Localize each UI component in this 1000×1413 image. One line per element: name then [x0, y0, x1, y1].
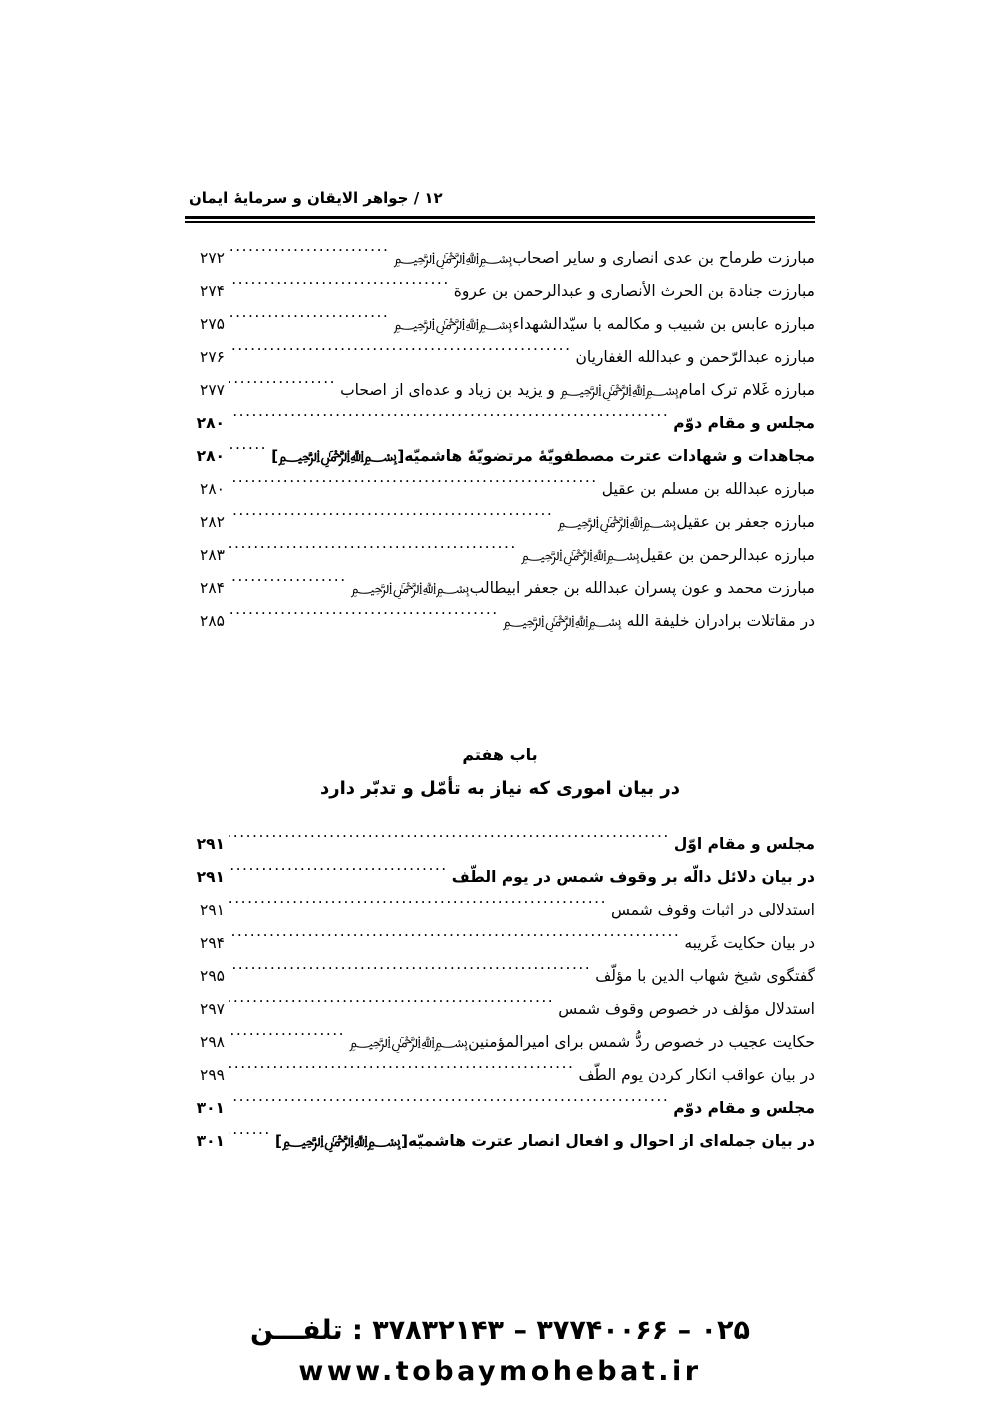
toc-leader-dots: [229, 966, 591, 982]
toc-leader-dots: [229, 611, 499, 627]
toc-leader-dots: [229, 347, 572, 363]
toc-entry[interactable]: [185, 473, 815, 506]
toc-entry[interactable]: [185, 1092, 815, 1125]
page-header: [185, 188, 815, 222]
toc-entry-page: ۲۹۴: [200, 934, 225, 952]
toc-entry[interactable]: [185, 440, 815, 473]
toc-entry[interactable]: [185, 960, 815, 993]
toc-entry-title: گفتگوی شیخ شهاب الدین با مؤلّف: [595, 967, 815, 985]
header-rule: [185, 216, 815, 222]
toc-entry-page: ۳۰۱: [196, 1132, 225, 1150]
toc-leader-dots: [229, 479, 598, 495]
toc-entry-title: در مقاتلات برادران خلیفة الله ﷽: [502, 612, 815, 630]
toc-entry[interactable]: [185, 1125, 815, 1158]
toc-entry-title: در بیان حکایت غَریبه: [684, 934, 815, 952]
toc-entry-title: مجلس و مقام اوّل: [673, 835, 815, 853]
toc-entry-page: ۲۹۷: [200, 1000, 225, 1018]
toc-leader-dots: [229, 380, 336, 396]
toc-entry-title: مبارزه عبدالرّحمن و عبدالله الغفاریان: [575, 348, 815, 366]
toc-entry-page: ۲۸۴: [200, 579, 225, 597]
toc-entry[interactable]: [185, 374, 815, 407]
toc-entry-page: ۲۸۵: [200, 612, 225, 630]
toc-leader-dots: [229, 1032, 345, 1048]
toc-leader-dots: [229, 578, 347, 594]
footer-website[interactable]: www.tobaymohebat.ir: [298, 1356, 702, 1387]
toc-entry-title: حکایت عجیب در خصوص ردُّ شمس برای امیرالمؤمنین﷽: [349, 1033, 815, 1051]
toc-leader-dots: [229, 999, 554, 1015]
toc-entry[interactable]: [185, 572, 815, 605]
toc-entry-title: در بیان عواقب انکار کردن یوم الطّف: [578, 1066, 815, 1084]
toc-entry-page: ۲۹۸: [200, 1033, 225, 1051]
toc-entry[interactable]: [185, 894, 815, 927]
toc-entry-title: مجلس و مقام دوّم: [673, 1099, 815, 1117]
toc-entry-page: ۲۹۵: [200, 967, 225, 985]
footer-phone: ۰۲۵ – ۳۷۷۴۰۰۶۶ – ۳۷۸۳۲۱۴۳ : تلفـــن: [250, 1315, 750, 1346]
toc-entry-title: مبارزه عبدالله بن مسلم بن عقیل: [601, 480, 815, 498]
toc-entry-title: در بیان دلائل دالّه بر وقوف شمس در یوم الطّف: [451, 868, 815, 886]
toc-leader-dots: [229, 545, 517, 561]
toc-entry-page: ۲۹۱: [200, 901, 225, 919]
toc-entry-title: مبارزت طرماح بن عدی انصاری و سایر اصحاب﷽: [393, 249, 815, 267]
toc-entry-page: ۳۰۱: [196, 1099, 225, 1117]
toc-entry-title: مبارزه عبدالرحمن بن عقیل﷽: [520, 546, 815, 564]
toc-entry[interactable]: [185, 308, 815, 341]
toc-leader-dots: [229, 413, 669, 429]
chapter-title: در بیان اموری که نیاز به تأمّل و تدبّر دارد: [319, 778, 680, 799]
toc-entry[interactable]: [185, 828, 815, 861]
toc-leader-dots: [229, 314, 389, 330]
toc-entry-title: مبارزه عابس بن شبیب و مکالمه با سیّدالشهداء﷽: [393, 315, 815, 333]
toc-leader-dots: [229, 248, 389, 264]
toc-entry-title: استدلالی در اثبات وقوف شمس: [611, 901, 815, 919]
toc-entry[interactable]: [185, 605, 815, 638]
toc-entry[interactable]: [185, 993, 815, 1026]
toc-leader-dots: [229, 933, 680, 949]
toc-section-two: [185, 828, 815, 1158]
toc-entry-title: مبارزه جعفر بن عقیل﷽: [557, 513, 815, 531]
toc-entry[interactable]: [185, 242, 815, 275]
toc-entry-page: ۲۸۰: [196, 447, 225, 465]
toc-entry-page: ۲۸۰: [196, 414, 225, 432]
toc-entry-page: ۲۹۱: [196, 868, 225, 886]
toc-leader-dots: [229, 512, 553, 528]
toc-section-one: [185, 242, 815, 638]
toc-entry[interactable]: [185, 861, 815, 894]
toc-leader-dots: [229, 1098, 669, 1114]
toc-entry-page: ۲۷۵: [200, 315, 225, 333]
toc-entry-page: ۲۸۰: [200, 480, 225, 498]
toc-entry[interactable]: [185, 275, 815, 308]
toc-leader-dots: [229, 834, 670, 850]
toc-entry[interactable]: [185, 539, 815, 572]
toc-entry-title: مبارزه غَلام ترک امام﷽ و یزید بن زیاد و عده‌ای از اصحاب: [340, 381, 815, 399]
toc-entry-page: ۲۸۲: [200, 513, 225, 531]
toc-entry-title: مجاهدات و شهادات عترت مصطفویّهٔ مرتضویّهٔ هاشمیّه[﷽]: [271, 447, 815, 465]
toc-leader-dots: [229, 1065, 574, 1081]
toc-entry[interactable]: [185, 1059, 815, 1092]
toc-entry-title: در بیان جمله‌ای از احوال و افعال انصار عترت هاشمیّه[﷽]: [274, 1132, 815, 1150]
toc-entry-page: ۲۷۲: [200, 249, 225, 267]
toc-entry[interactable]: [185, 407, 815, 440]
chapter-heading-block: [185, 740, 815, 806]
toc-leader-dots: [229, 281, 450, 297]
toc-entry-page: ۲۷۶: [200, 348, 225, 366]
toc-entry-page: ۲۷۷: [200, 381, 225, 399]
toc-entry-page: ۲۹۱: [196, 835, 225, 853]
toc-entry-title: مبارزت محمد و عون پسران عبدالله بن جعفر ابیطالب﷽: [350, 579, 815, 597]
toc-entry-title: مبارزت جنادة بن الحرث الأنصاری و عبدالرحمن بن عروة: [453, 282, 815, 300]
toc-leader-dots: [229, 900, 607, 916]
toc-entry-title: مجلس و مقام دوّم: [673, 414, 815, 432]
chapter-label: باب هفتم: [462, 745, 538, 764]
running-head: ۱۲ / جواهر الایقان و سرمایهٔ ایمان: [189, 189, 443, 207]
toc-entry[interactable]: [185, 927, 815, 960]
toc-entry-title: استدلال مؤلف در خصوص وقوف شمس: [558, 1000, 815, 1018]
toc-entry[interactable]: [185, 506, 815, 539]
toc-entry-page: ۲۸۳: [200, 546, 225, 564]
toc-entry[interactable]: [185, 1026, 815, 1059]
page-footer: [0, 1311, 1000, 1391]
toc-entry-page: ۲۹۹: [200, 1066, 225, 1084]
toc-entry-page: ۲۷۴: [200, 282, 225, 300]
toc-entry[interactable]: [185, 341, 815, 374]
toc-leader-dots: [229, 1131, 271, 1147]
toc-leader-dots: [229, 867, 448, 883]
toc-leader-dots: [229, 446, 267, 462]
